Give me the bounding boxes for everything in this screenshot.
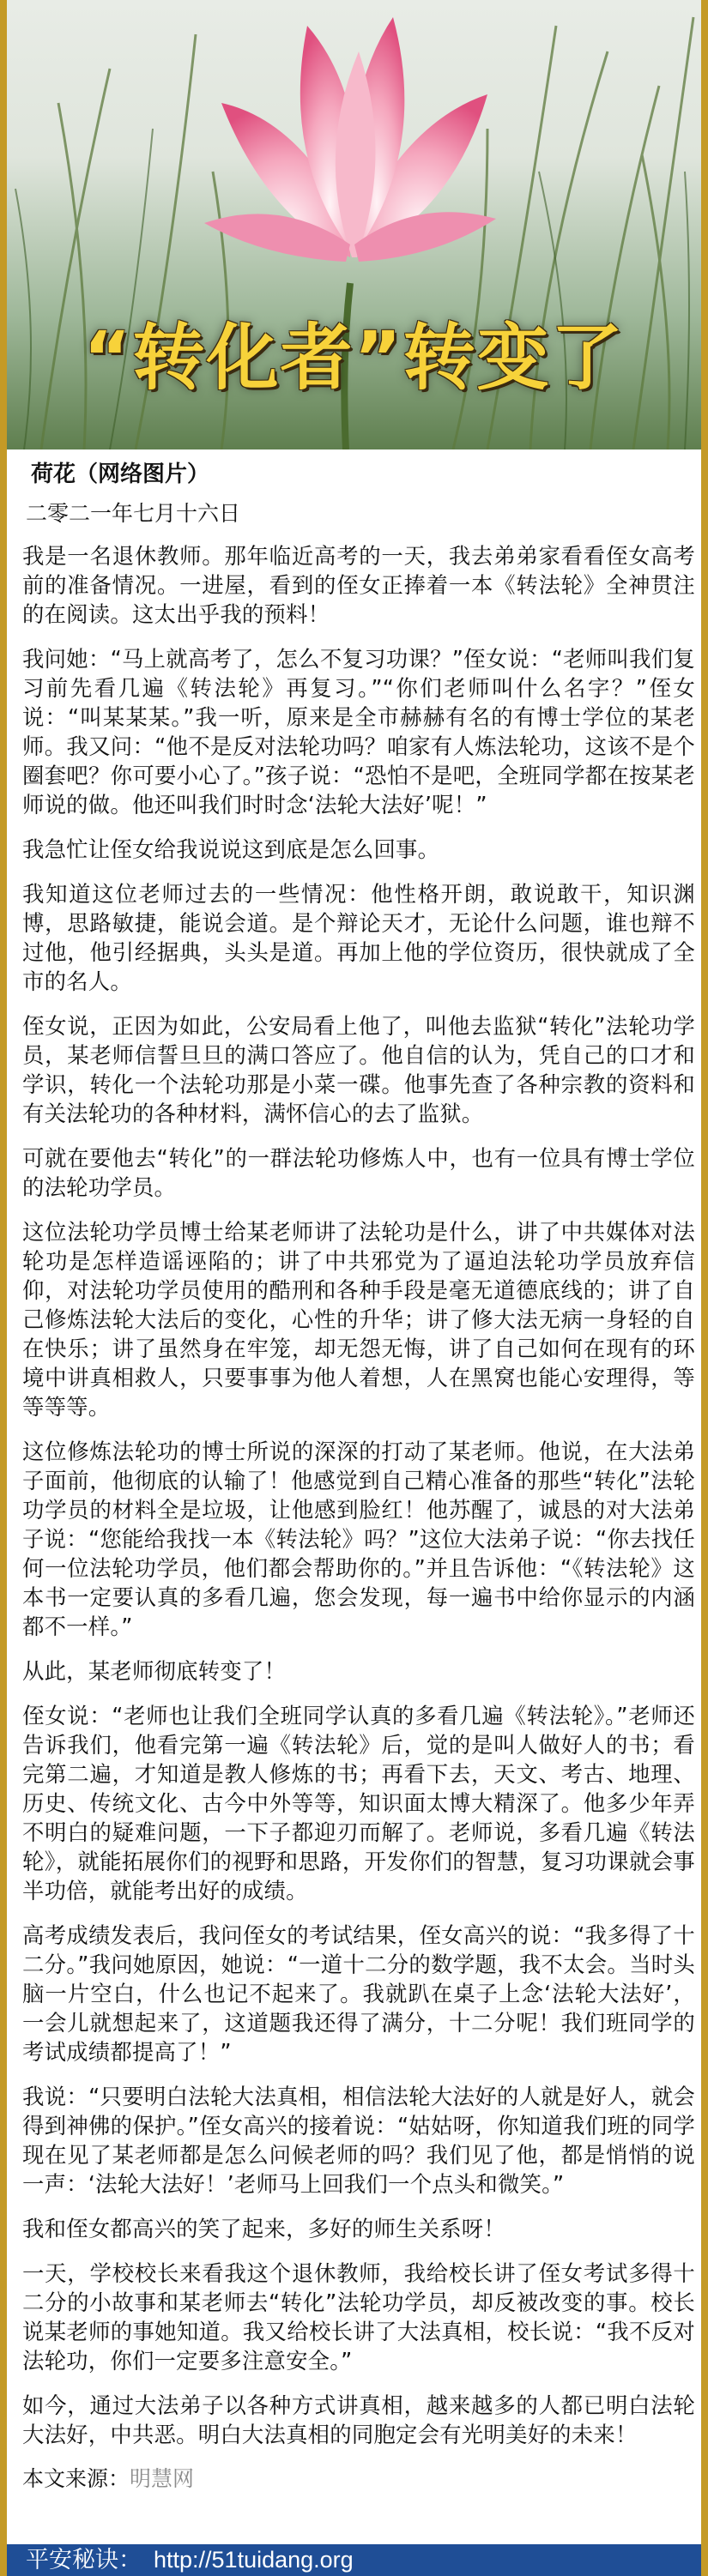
paragraph: 我问她：“马上就高考了，怎么不复习功课？”侄女说：“老师叫我们复习前先看几遍《转法轮》再复习。”“你们老师叫什么名字？”侄女说：“叫某某某。”我一听，原来是全市赫赫有名的有博士学位的某老师。我又问：“他不是反对法轮功吗？咱家有人炼法轮功，这该不是个圈套吧？你可要小心了。”孩子说：“恐怕不是吧，全班同学都在按某老师说的做。他还叫我们时时念‘法轮大法好’呢！” <box>22 646 695 817</box>
paragraph: 如今，通过大法弟子以各种方式讲真相，越来越多的人都已明白法轮大法好，中共恶。明白大法真相的同胞定会有光明美好的未来！ <box>22 2392 695 2447</box>
paragraph: 侄女说，正因为如此，公安局看上他了，叫他去监狱“转化”法轮功学员，某老师信誓旦旦的满口答应了。他自信的认为，凭自己的口才和学识，转化一个法轮功那是小菜一碟。他事先查了各种宗教的资料和有关法轮功的各种材料，满怀信心的去了监狱。 <box>22 1013 695 1126</box>
footer-link[interactable]: http://51tuidang.org <box>154 2547 354 2573</box>
paragraph: 这位法轮功学员博士给某老师讲了法轮功是什么，讲了中共媒体对法轮功是怎样造谣诬陷的；讲了中共邪党为了逼迫法轮功学员放弃信仰，对法轮功学员使用的酷刑和各种手段是毫无道德底线的；讲了自己修炼法轮大法后的变化，心性的升华；讲了修大法无病一身轻的自在快乐；讲了虽然身在牢笼，却无怨无悔，讲了自己如何在现有的环境中讲真相救人，只要事事为他人着想，人在黑窝也能心安理得，等等等等。 <box>22 1219 695 1420</box>
paragraph: 我知道这位老师过去的一些情况：他性格开朗，敢说敢干，知识渊博，思路敏捷，能说会道。是个辩论天才，无论什么问题，谁也辩不过他，他引经据典，头头是道。再加上他的学位资历，很快就成了全市的名人。 <box>22 881 695 994</box>
article-body <box>17 459 695 2494</box>
article-date: 二零二一年七月十六日 <box>26 501 241 526</box>
paragraph: 我是一名退休教师。那年临近高考的一天，我去弟弟家看看侄女高考前的准备情况。一进屋，看到的侄女正捧着一本《转法轮》全神贯注的在阅读。这太出乎我的预料！ <box>22 543 695 627</box>
paragraph: 高考成绩发表后，我问侄女的考试结果，侄女高兴的说：“我多得了十二分。”我问她原因，她说：“一道十二分的数学题，我不太会。当时头脑一片空白，什么也记不起来了。我就趴在桌子上念‘法轮大法好’，一会儿就想起来了，这道题我还得了满分，十二分呢！我们班同学的考试成绩都提高了！” <box>22 1922 695 2065</box>
paragraph: 可就在要他去“转化”的一群法轮功修炼人中，也有一位具有博士学位的法轮功学员。 <box>22 1145 695 1200</box>
image-caption: 荷花（网络图片） <box>31 462 210 487</box>
source-link[interactable]: 明慧网 <box>130 2466 195 2491</box>
source-label: 本文来源： <box>22 2466 130 2491</box>
paragraph: 这位修炼法轮功的博士所说的深深的打动了某老师。他说，在大法弟子面前，他彻底的认输了！他感觉到自己精心准备的那些“转化”法轮功学员的材料全是垃圾，让他感到脸红！他苏醒了，诚恳的对大法弟子说：“您能给我找一本《转法轮》吗？”这位大法弟子说：“你去找任何一位法轮功学员，他们都会帮助你的。”并且告诉他：“《转法轮》这本书一定要认真的多看几遍，您会发现，每一遍书中给你显示的内涵都不一样。” <box>22 1439 695 1639</box>
paragraph: 我说：“只要明白法轮大法真相，相信法轮大法好的人就是好人，就会得到神佛的保护。”侄女高兴的接着说：“姑姑呀，你知道我们班的同学现在见了某老师都是怎么问候老师的吗？我们见了他，都是悄悄的说一声：‘法轮大法好！’老师马上回我们一个点头和微笑。” <box>22 2084 695 2197</box>
paragraph: 从此，某老师彻底转变了！ <box>22 1658 287 1684</box>
hero-image <box>7 0 701 449</box>
lotus-flower <box>204 17 496 262</box>
paragraph: 我和侄女都高兴的笑了起来，多好的师生关系呀！ <box>22 2216 505 2241</box>
footer-label: 平安秘诀： <box>26 2547 142 2573</box>
article-source <box>22 2464 695 2494</box>
footer-bar <box>7 2544 701 2576</box>
paragraph: 侄女说：“老师也让我们全班同学认真的多看几遍《转法轮》。”老师还告诉我们，他看完第一遍《转法轮》后，觉的是叫人做好人的书；看完第二遍，才知道是教人修炼的书；再看下去，天文、考古、地理、历史、传统文化、古今中外等等，知识面太博大精深了。他多少年弄不明白的疑难问题，一下子都迎刃而解了。老师说，多看几遍《转法轮》，就能拓展你们的视野和思路，开发你们的智慧，复习功课就会事半功倍，就能考出好的成绩。 <box>22 1703 695 1903</box>
paragraph: 一天，学校校长来看我这个退休教师，我给校长讲了侄女考试多得十二分的小故事和某老师去“转化”法轮功学员，却反被改变的事。校长说某老师的事她知道。我又给校长讲了大法真相，校长说：“我不反对法轮功，你们一定要多注意安全。” <box>22 2260 695 2374</box>
paragraph: 我急忙让侄女给我说说这到底是怎么回事。 <box>22 836 440 862</box>
article-title: “转化者”转变了 <box>83 316 625 400</box>
